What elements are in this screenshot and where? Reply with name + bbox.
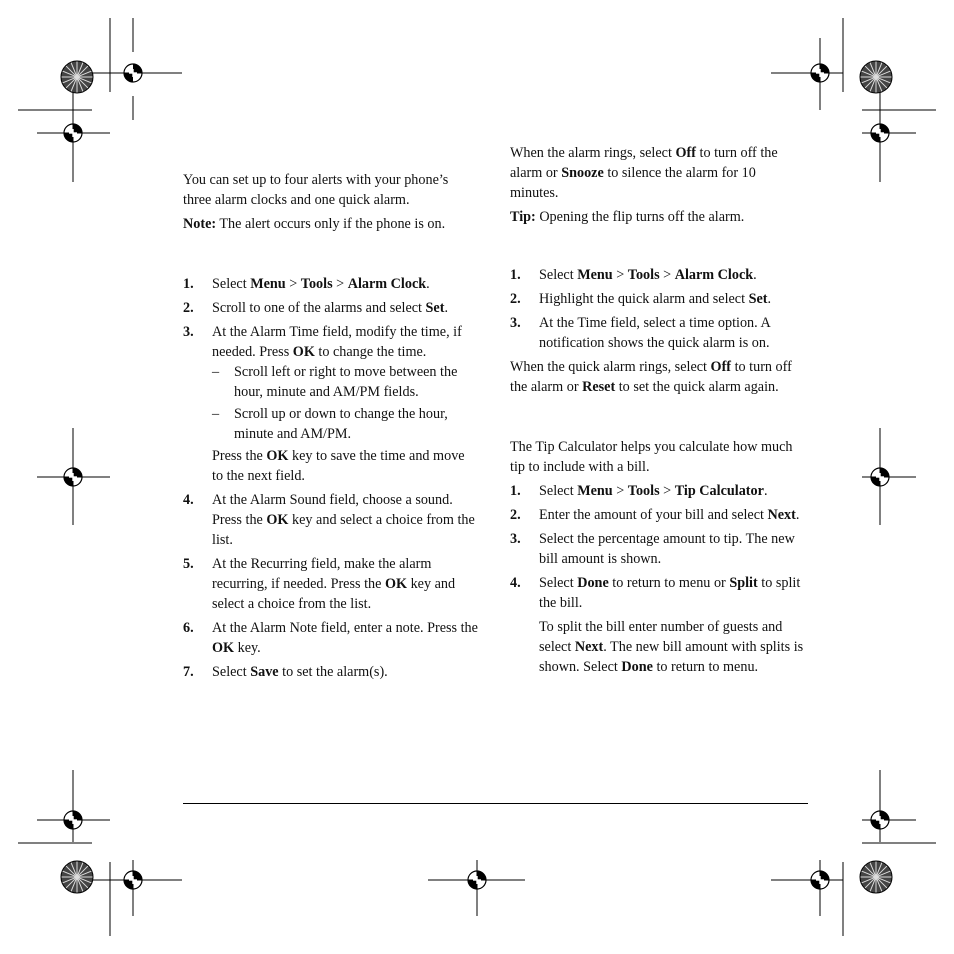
bullet-item: – Scroll left or right to move between the hour, minute and AM/PM fields. bbox=[212, 364, 458, 400]
quick-alarm-rings-para: When the quick alarm rings, select Off to turn off the alarm or Reset to set the quick alarm again. bbox=[510, 359, 792, 395]
calc-step: 3. Select the percentage amount to tip. The new bill amount is shown. bbox=[510, 531, 795, 567]
ok-key-para: Press the OK key to save the time and move to the next field. bbox=[212, 448, 465, 484]
quick-alarm-steps bbox=[510, 265, 810, 353]
right-column bbox=[510, 143, 810, 681]
alarm-step: 4. At the Alarm Sound field, choose a sound. Press the OK key and select a choice from the list. bbox=[183, 492, 475, 548]
tip-para: Tip: Opening the flip turns off the alarm. bbox=[510, 209, 745, 225]
left-column bbox=[183, 170, 479, 686]
alarm-intro: You can set up to four alerts with your phone’s three alarm clocks and one quick alarm. bbox=[183, 172, 449, 208]
calc-step: 4. Select Done to return to menu or Split to split the bill. bbox=[510, 575, 801, 611]
tip-calculator-intro: The Tip Calculator helps you calculate how much tip to include with a bill. bbox=[510, 439, 793, 475]
alarm-step: 7. Select Save to set the alarm(s). bbox=[183, 664, 388, 680]
bullet-item: – Scroll up or down to change the hour, minute and AM/PM. bbox=[212, 406, 448, 442]
alarm-note bbox=[183, 214, 479, 234]
calc-step: 1. Select Menu > Tools > Tip Calculator. bbox=[510, 483, 768, 499]
quick-step: 1. Select Menu > Tools > Alarm Clock. bbox=[510, 267, 757, 283]
alarm-step: 2. Scroll to one of the alarms and select Set. bbox=[183, 300, 449, 316]
quick-step: 2. Highlight the quick alarm and select Set. bbox=[510, 291, 772, 307]
split-bill-para: To split the bill enter number of guests and select Next. The new bill amount with splits is shown. Select Done to return to menu. bbox=[539, 619, 804, 675]
alarm-step: 3. At the Alarm Time field, modify the time, if needed. Press OK to change the time. – Scroll left or right to move between the hour, minute and AM/PM fields. – Scroll up or down to change the hour, minute and AM/PM. bbox=[183, 322, 479, 444]
quick-step: 3. At the Time field, select a time option. A notification shows the quick alarm is on. bbox=[510, 315, 770, 351]
time-field-bullets bbox=[212, 362, 479, 444]
alarm-step: 1. Select Menu > Tools > Alarm Clock. bbox=[183, 276, 430, 292]
alarm-rings-para: When the alarm rings, select Off to turn off the alarm or Snooze to silence the alarm for 10 minutes. bbox=[510, 145, 778, 201]
note-text: The alert occurs only if the phone is on. bbox=[216, 216, 446, 232]
calc-step: 2. Enter the amount of your bill and select Next. bbox=[510, 507, 800, 523]
alarm-steps-cont bbox=[183, 490, 479, 682]
alarm-step: 6. At the Alarm Note field, enter a note. Press the OK key. bbox=[183, 620, 478, 656]
note-label: Note: bbox=[183, 216, 217, 232]
tip-calculator-steps bbox=[510, 481, 810, 613]
alarm-steps bbox=[183, 274, 479, 444]
tip-label: Tip: bbox=[510, 209, 536, 225]
alarm-step: 5. At the Recurring field, make the alarm recurring, if needed. Press the OK key and select a choice from the list. bbox=[183, 556, 456, 612]
footer-rule bbox=[183, 803, 808, 804]
